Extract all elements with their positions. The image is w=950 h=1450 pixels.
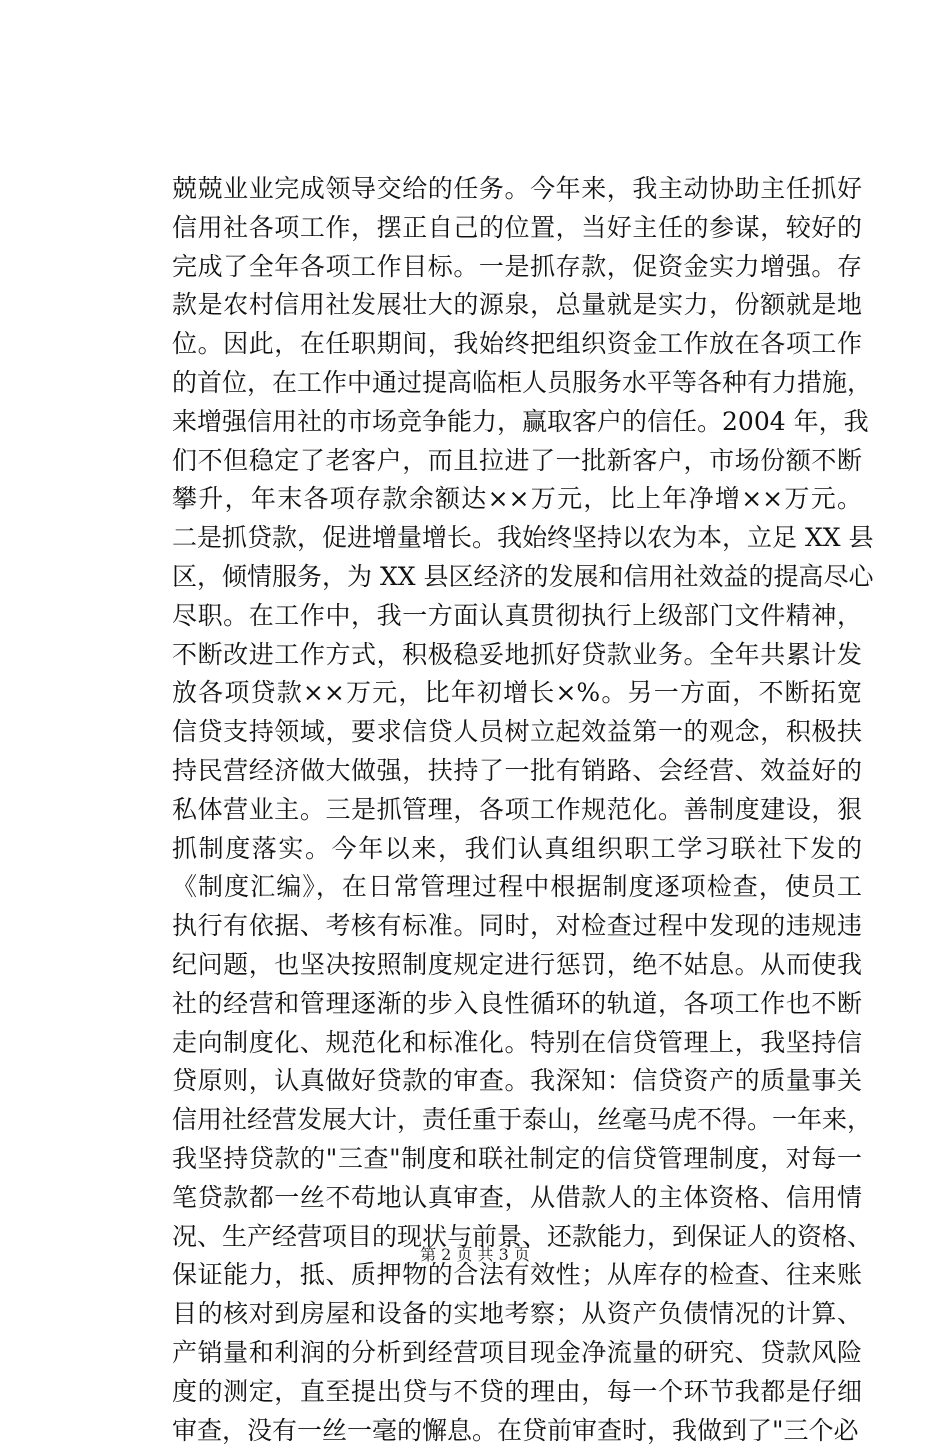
text-line: 信贷支持领域，要求信贷人员树立起效益第一的观念，积极扶 (172, 713, 862, 752)
text-line: 放各项贷款××万元，比年初增长×%。另一方面，不断拓宽 (172, 674, 862, 713)
text-line: 信用社各项工作，摆正自己的位置，当好主任的参谋，较好的 (172, 209, 862, 248)
text-line: 抓制度落实。今年以来，我们认真组织职工学习联社下发的 (172, 830, 862, 869)
text-line: 们不但稳定了老客户，而且拉进了一批新客户，市场份额不断 (172, 442, 862, 481)
text-line: 区，倾情服务，为 XX 县区经济的发展和信用社效益的提高尽心 (172, 558, 862, 597)
text-line: 兢兢业业完成领导交给的任务。今年来，我主动协助主任抓好 (172, 170, 862, 209)
text-line: 来增强信用社的市场竞争能力，赢取客户的信任。2004 年，我 (172, 403, 862, 442)
text-line: 《制度汇编》，在日常管理过程中根据制度逐项检查，使员工 (172, 868, 862, 907)
text-line: 审查，没有一丝一毫的懈息。在贷前审查时，我做到了"三个必 (172, 1412, 862, 1450)
text-line: 执行有依据、考核有标准。同时，对检查过程中发现的违规违 (172, 907, 862, 946)
text-line: 保证能力，抵、质押物的合法有效性；从库存的检查、往来账 (172, 1256, 862, 1295)
text-line: 款是农村信用社发展壮大的源泉，总量就是实力，份额就是地 (172, 286, 862, 325)
text-line: 私体营业主。三是抓管理，各项工作规范化。善制度建设，狠 (172, 791, 862, 830)
text-line: 攀升，年末各项存款余额达××万元，比上年净增××万元。 (172, 480, 862, 519)
text-line: 度的测定，直至提出贷与不贷的理由，每一个环节我都是仔细 (172, 1373, 862, 1412)
text-line: 贷原则，认真做好贷款的审查。我深知：信贷资产的质量事关 (172, 1062, 862, 1101)
text-line: 我坚持贷款的"三查"制度和联社制定的信贷管理制度，对每一 (172, 1140, 862, 1179)
text-line: 产销量和利润的分析到经营项目现金净流量的研究、贷款风险 (172, 1334, 862, 1373)
text-line: 的首位，在工作中通过提高临柜人员服务水平等各种有力措施， (172, 364, 862, 403)
text-line: 走向制度化、规范化和标准化。特别在信贷管理上，我坚持信 (172, 1024, 862, 1063)
text-line: 持民营经济做大做强，扶持了一批有销路、会经营、效益好的 (172, 752, 862, 791)
text-line: 完成了全年各项工作目标。一是抓存款，促资金实力增强。存 (172, 248, 862, 287)
text-line: 信用社经营发展大计，责任重于泰山，丝毫马虎不得。一年来， (172, 1101, 862, 1140)
text-line: 尽职。在工作中，我一方面认真贯彻执行上级部门文件精神， (172, 597, 862, 636)
text-line: 目的核对到房屋和设备的实地考察；从资产负债情况的计算、 (172, 1295, 862, 1334)
text-line: 二是抓贷款，促进增量增长。我始终坚持以农为本，立足 XX 县 (172, 519, 862, 558)
text-line: 况、生产经营项目的现状与前景、还款能力，到保证人的资格、 (172, 1218, 862, 1257)
text-line: 纪问题，也坚决按照制度规定进行惩罚，绝不姑息。从而使我 (172, 946, 862, 985)
page-footer: 第 2 页 共 3 页 (0, 1245, 950, 1265)
text-line: 不断改进工作方式，积极稳妥地抓好贷款业务。全年共累计发 (172, 636, 862, 675)
text-line: 笔贷款都一丝不苟地认真审查，从借款人的主体资格、信用情 (172, 1179, 862, 1218)
text-line: 位。因此，在任职期间，我始终把组织资金工作放在各项工作 (172, 325, 862, 364)
text-line: 社的经营和管理逐渐的步入良性循环的轨道，各项工作也不断 (172, 985, 862, 1024)
